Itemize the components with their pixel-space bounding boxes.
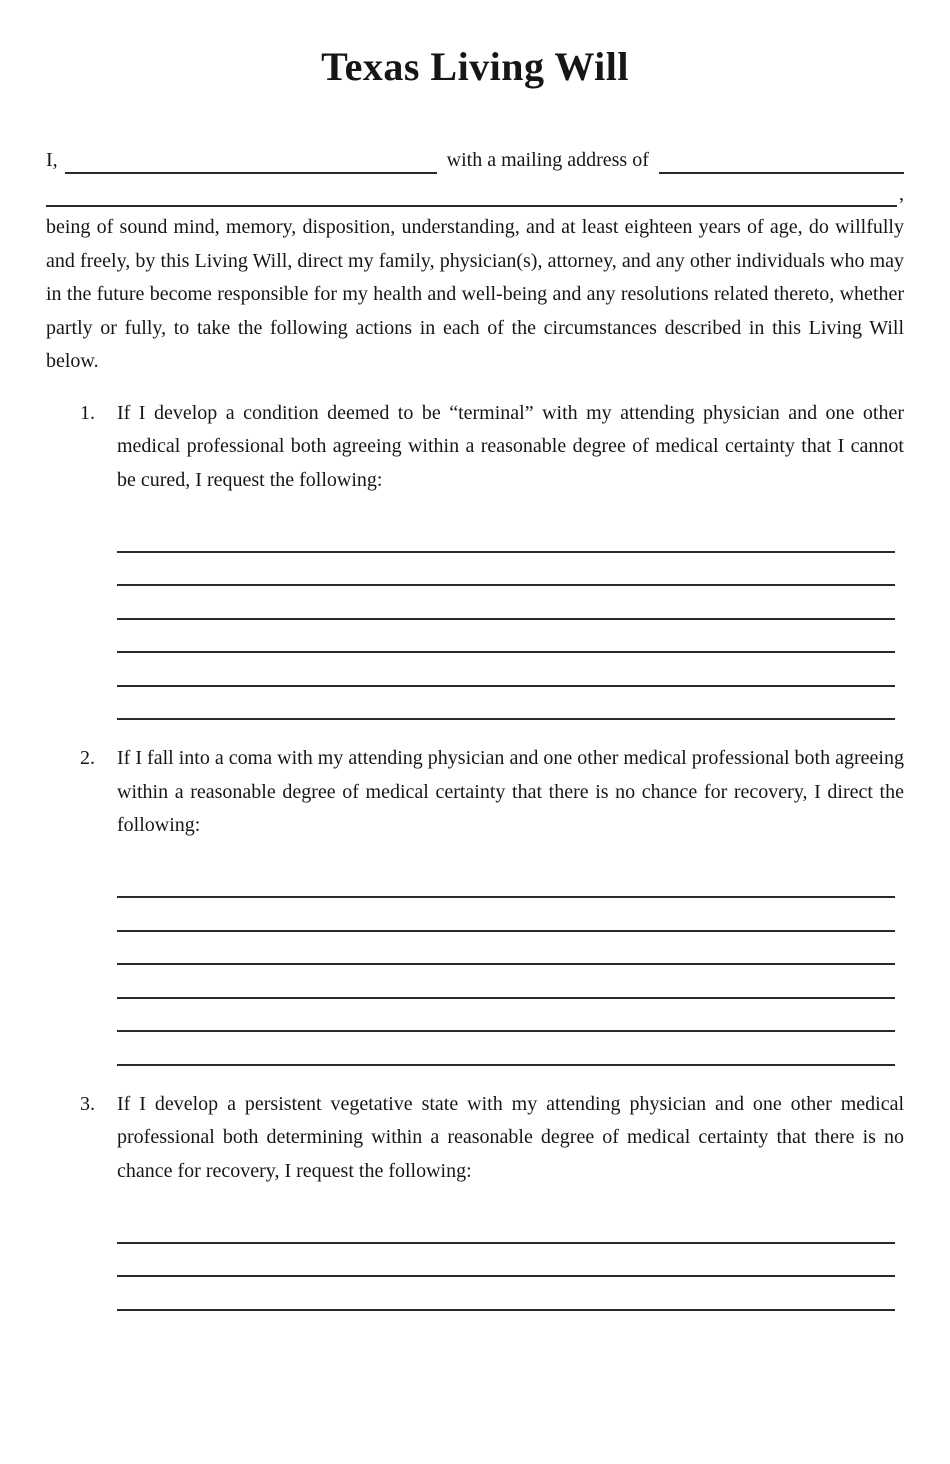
blank-lines-group	[117, 865, 895, 1066]
list-item-row	[46, 397, 904, 498]
blank-line[interactable]	[117, 932, 895, 966]
blank-line[interactable]	[117, 1244, 895, 1278]
mailing-address-label: with a mailing address of	[446, 149, 649, 171]
intro-section	[46, 144, 904, 379]
list-item	[46, 397, 904, 721]
list-item-text: If I fall into a coma with my attending physician and one other medical professional both agreeing within a reasonable degree of medical certainty that there is no chance for recovery, I direct the following:	[117, 747, 904, 836]
blank-lines-group	[117, 1210, 895, 1311]
blank-line[interactable]	[117, 865, 895, 899]
list-item-text: If I develop a persistent vegetative state with my attending physician and one other medical professional both determining within a reasonable degree of medical certainty that there is no chance for recovery, I request the following:	[117, 1092, 904, 1182]
blank-line[interactable]	[117, 687, 895, 721]
declarant-line	[46, 144, 904, 178]
declarant-name-blank[interactable]	[65, 172, 437, 174]
intro-paragraph: being of sound mind, memory, disposition, understanding, and at least eighteen years of age, do willfully and freely, by this Living Will, direct my family, physician(s), attorney, and any other individuals who may in the future become responsible for my health and well-being and any resolutions related thereto, whether partly or fully, to take the following actions in each of the circumstances described in this Living Will below.	[46, 216, 904, 372]
blank-line[interactable]	[117, 1210, 895, 1244]
blank-line[interactable]	[117, 620, 895, 654]
mailing-address-blank[interactable]	[659, 172, 904, 174]
list-item	[46, 742, 904, 1066]
list-item-row	[46, 742, 904, 843]
blank-line[interactable]	[117, 965, 895, 999]
mailing-address-blank-continued[interactable]	[46, 205, 897, 207]
declarant-prefix-label: I,	[46, 149, 58, 171]
blank-line[interactable]	[117, 1032, 895, 1066]
address-line-comma: ,	[899, 182, 904, 205]
document-page	[0, 44, 950, 1464]
address-continuation-line	[46, 178, 904, 212]
list-item-row	[46, 1088, 904, 1189]
list-item-number: 1.	[80, 401, 95, 424]
blank-lines-group	[117, 519, 895, 720]
list-item-number: 2.	[80, 747, 95, 769]
blank-line[interactable]	[117, 653, 895, 687]
blank-line[interactable]	[117, 1277, 895, 1311]
document-title: Texas Living Will	[321, 44, 629, 89]
directive-list	[46, 397, 904, 1311]
blank-line[interactable]	[117, 999, 895, 1033]
blank-line[interactable]	[117, 519, 895, 553]
list-item	[46, 1088, 904, 1311]
list-item-text: If I develop a condition deemed to be “terminal” with my attending physician and one other medical professional both agreeing within a reasonable degree of medical certainty that I cannot be cured, I request the following:	[117, 401, 904, 491]
blank-line[interactable]	[117, 898, 895, 932]
list-item-number: 3.	[80, 1092, 95, 1115]
blank-line[interactable]	[117, 553, 895, 587]
blank-line[interactable]	[117, 586, 895, 620]
